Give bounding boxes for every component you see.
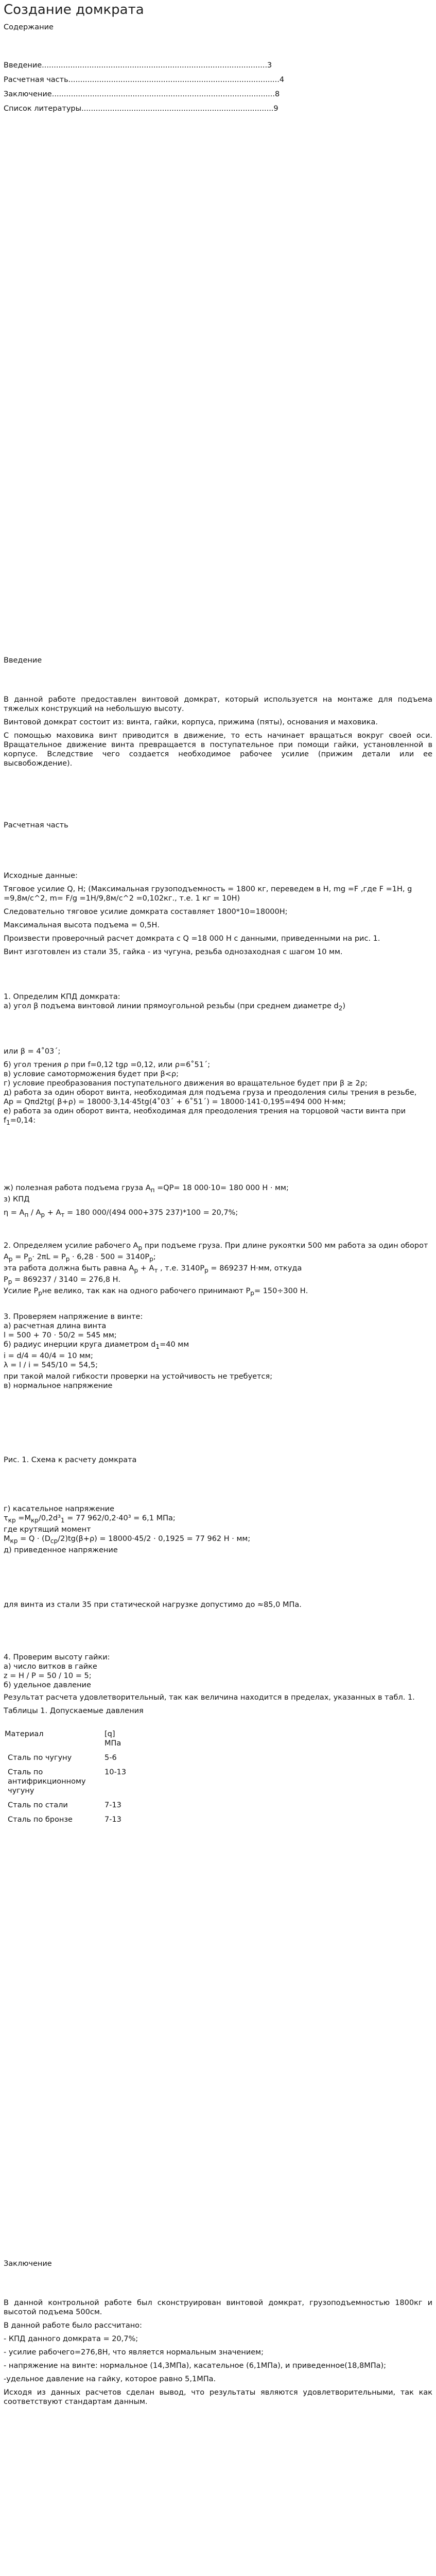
table-row xyxy=(4,1800,152,1815)
contents-heading: Содержание xyxy=(4,23,54,31)
kpd-heading: 1. Определим КПД домкрата: xyxy=(4,993,120,1001)
calc-line: б) радиус инерции круга диаметром $d_1=40$ мм xyxy=(4,1341,189,1350)
calc-line: ж) полезная работа подъема груза $A_п =QP= 18$ 000·10= 180 000 Н · мм; xyxy=(4,1184,289,1194)
calc-line: $M_{кр} = Q \cdot (D_{ср}/2)tg(\beta+\rho) = 18000\cdot 45/2 \cdot 0,1925 = 77$ 962 Н · мм; xyxy=(4,1534,251,1545)
table-row xyxy=(4,1767,152,1800)
conclusion-paragraph: - напряжение на винте: нормальное (14,3МПа), касательное (6,1МПа), и приведенное(18,8МПа); xyxy=(4,2362,387,2370)
screw-stress-block xyxy=(0,1312,436,1391)
pressure-table xyxy=(4,1729,152,1829)
calc-line: Следовательно тяговое усилие домкрата составляет 1800*10=18000Н; xyxy=(4,908,288,916)
table-cell-value: 10-13 xyxy=(104,1768,127,1776)
calc-line: i = d/4 = 40/4 = 10 мм; xyxy=(4,1351,93,1360)
calc-line: z = H / P = 50 / 10 = 5; xyxy=(4,1672,92,1680)
table-cell-material: Сталь по бронзе xyxy=(8,1816,73,1824)
table-row xyxy=(4,1815,152,1829)
calc-line: для винта из стали 35 при статической нагрузке допустимо до ≈85,0 МПа. xyxy=(4,1601,302,1609)
calc-line: l = 500 + 70 · 50/2 = 545 мм; xyxy=(4,1331,117,1340)
conclusion-paragraph: - КПД данного домкрата = 20,7%; xyxy=(4,2335,138,2343)
toc-item-literature[interactable]: Список литературы.................................................................................9 xyxy=(4,105,278,113)
intro-paragraph: С помощью маховика винт приводится в движение, то есть начинает вращаться вокруг своей оси. Вращательное движение винта превращается в поступательное при помощи гайки, установленной в корпусе. Вследствие чего создается необходимое рабочее усилие (прижим детали или ее высвобождение). xyxy=(4,732,432,768)
table-cell-material: Сталь по стали xyxy=(8,1801,68,1809)
useful-work-block xyxy=(0,1183,436,1224)
conclusion-paragraph: -удельное давление на гайку, которое равно 5,1МПа. xyxy=(4,2375,216,2383)
source-data-heading: Исходные данные: xyxy=(4,872,78,880)
calc-line: λ = l / i = 545/10 = 54,5; xyxy=(4,1361,98,1369)
intro-heading: Введение xyxy=(4,656,42,665)
table-row xyxy=(4,1753,152,1767)
intro-paragraph: В данной работе предоставлен винтовой домкрат, который используется на монтаже для подъема тяжелых конструкций на небольшую высоту. xyxy=(4,696,432,713)
calc-line: г) условие преобразования поступательного движения во вращательное будет при β ≥ 2ρ; xyxy=(4,1079,368,1088)
document-header xyxy=(0,2,436,36)
conclusion-paragraph: - усилие рабочего=276,8Н, что является нормальным значением; xyxy=(4,2348,264,2357)
calc-line: 4. Проверим высоту гайки: xyxy=(4,1653,110,1662)
toc-item-conclusion[interactable]: Заключение..............................................................................................8 xyxy=(4,90,280,98)
calc-line: Максимальная высота подъема = 0,5Н. xyxy=(4,921,160,929)
figure-caption-block xyxy=(0,1455,436,1469)
intro-section xyxy=(0,656,436,772)
calc-heading: Расчетная часть xyxy=(4,821,68,829)
toc-item-intro[interactable]: Введение...............................................................................................3 xyxy=(4,61,272,70)
table-cell-material: Сталь по антифрикционному чугуну xyxy=(8,1768,86,1795)
calc-line: е) работа за один оборот винта, необходимая для преодоления трения на торцовой части винта при $f_1=0,14$: xyxy=(4,1107,406,1126)
calc-line: $\tau_{кр} =M_{кр}/0,2d^3_1 = 77$ 962/0,2·40³ = 6,1 МПа; xyxy=(4,1514,176,1524)
nut-height-block xyxy=(0,1653,436,1720)
table-header-material: Материал xyxy=(5,1730,44,1738)
pressure-table-block xyxy=(0,1729,436,1829)
calc-line: б) угол трения ρ при f=0,12 tgρ =0,12, или ρ=6˚51΄; xyxy=(4,1061,211,1069)
calc-line: Произвести проверочный расчет домкрата с Q =18 000 Н с данными, приведенными на рис. 1. xyxy=(4,935,380,943)
table-header-pressure: [q] МПа xyxy=(104,1730,121,1748)
calc-line: Тяговое усилие Q, Н; (Максимальная грузоподъемность = 1800 кг, переведем в Н, mg =F ,где F =1Н, g =9,8м/с^2, m= F/g =1Н/9,8м/с^2 =0,102кг., т.е. 1 кг = 10Н) xyxy=(4,885,412,903)
figure-caption: Рис. 1. Схема к расчету домкрата xyxy=(4,1456,137,1464)
calc-line: д) работа за один оборот винта, необходимая для подъема груза и преодоления силы трения в резьбе, xyxy=(4,1089,417,1097)
calc-line: при такой малой гибкости проверки на устойчивость не требуется; xyxy=(4,1372,273,1381)
table-header-row xyxy=(4,1729,152,1753)
conclusion-paragraph: В данной контрольной работе был сконструирован винтовой домкрат, грузоподъемностью 1800кг и высотой подъема 500см. xyxy=(4,2299,432,2316)
calc-line: з) КПД xyxy=(4,1195,30,1204)
calc-line: Результат расчета удовлетворительный, так как величина находится в пределах, указанных в табл. 1. xyxy=(4,1693,415,1702)
table-cell-value: 7-13 xyxy=(104,1801,121,1809)
calc-line: а) угол β подъема винтовой линии прямоугольной резьбы (при среднем диаметре $d_2$) xyxy=(4,1002,346,1012)
conclusion-heading: Заключение xyxy=(4,2260,52,2268)
source-data-block xyxy=(0,871,436,961)
toc-item-calc[interactable]: Расчетная часть.........................................................................................4 xyxy=(4,76,285,84)
calc-line: а) число витков в гайке xyxy=(4,1663,97,1671)
calc-line: $P_р = 869237 / 3140 = 276,8$ Н. xyxy=(4,1275,121,1285)
table-of-contents xyxy=(0,61,436,113)
table-cell-material: Сталь по чугуну xyxy=(8,1754,72,1762)
calc-line: где крутящий момент xyxy=(4,1525,91,1534)
worker-force-block xyxy=(0,1241,436,1297)
calc-line: д) приведенное напряжение xyxy=(4,1546,118,1554)
table-cell-value: 7-13 xyxy=(104,1816,121,1824)
table-title: Таблицы 1. Допускаемые давления xyxy=(4,1707,144,1715)
calc-line: эта работа должна быть равна $A_р + A_т$ , т.е. $3140P_p = 869237$ Н·мм, откуда xyxy=(4,1264,302,1274)
calc-line: 2. Определяем усилие рабочего $A_р$ при подъеме груза. При длине рукоятки 500 мм работа за один оборот $A_р = P_p\cdot 2\pi L = P_p \cdot 6,28 \cdot 500 = 3140P_p$; xyxy=(4,1242,428,1263)
document-title: Создание домкрата xyxy=(4,2,144,18)
steel-note-block xyxy=(0,1600,436,1614)
beta-block xyxy=(0,1047,436,1127)
shear-stress-block xyxy=(0,1504,436,1555)
calc-line: или β = 4˚03΄; xyxy=(4,1047,61,1056)
calc-line: а) расчетная длина винта xyxy=(4,1322,107,1330)
intro-paragraph: Винтовой домкрат состоит из: винта, гайки, корпуса, прижима (пяты), основания и маховика. xyxy=(4,718,378,726)
calc-line: г) касательное напряжение xyxy=(4,1505,115,1513)
calc-line: в) условие самоторможения будет при β<ρ; xyxy=(4,1070,179,1078)
conclusion-paragraph: Исходя из данных расчетов сделан вывод, что результаты являются удовлетворительными, так как соответствуют стандартам данным. xyxy=(4,2388,432,2406)
conclusion-section xyxy=(0,2259,436,2411)
efficiency-formula: $\eta = A_п / A_р + A_т = 180$ 000/(494 000+375 237)*100 = 20,7%; xyxy=(4,1208,238,1218)
calc-line: 3. Проверяем напряжение в винте: xyxy=(4,1313,143,1321)
calc-line: Aр = Qπd2tg( β+ρ) = 18000·3,14·45tg(4˚03΄ + 6˚51΄) = 18000·141·0,195=494 000 Н·мм; xyxy=(4,1098,346,1106)
calc-line: б) удельное давление xyxy=(4,1681,91,1689)
table-cell-value: 5-6 xyxy=(104,1754,117,1762)
conclusion-paragraph: В данной работе было рассчитано: xyxy=(4,2321,142,2330)
calc-heading-block xyxy=(0,821,436,830)
calc-line: Усилие $P_рне$ велико, так как на одного рабочего принимают $P_р= 150\div 300$ Н. xyxy=(4,1286,308,1297)
calc-line: Винт изготовлен из стали 35, гайка - из чугуна, резьба однозаходная с шагом 10 мм. xyxy=(4,948,343,956)
kpd-block xyxy=(0,992,436,1013)
calc-line: в) нормальное напряжение xyxy=(4,1381,113,1390)
